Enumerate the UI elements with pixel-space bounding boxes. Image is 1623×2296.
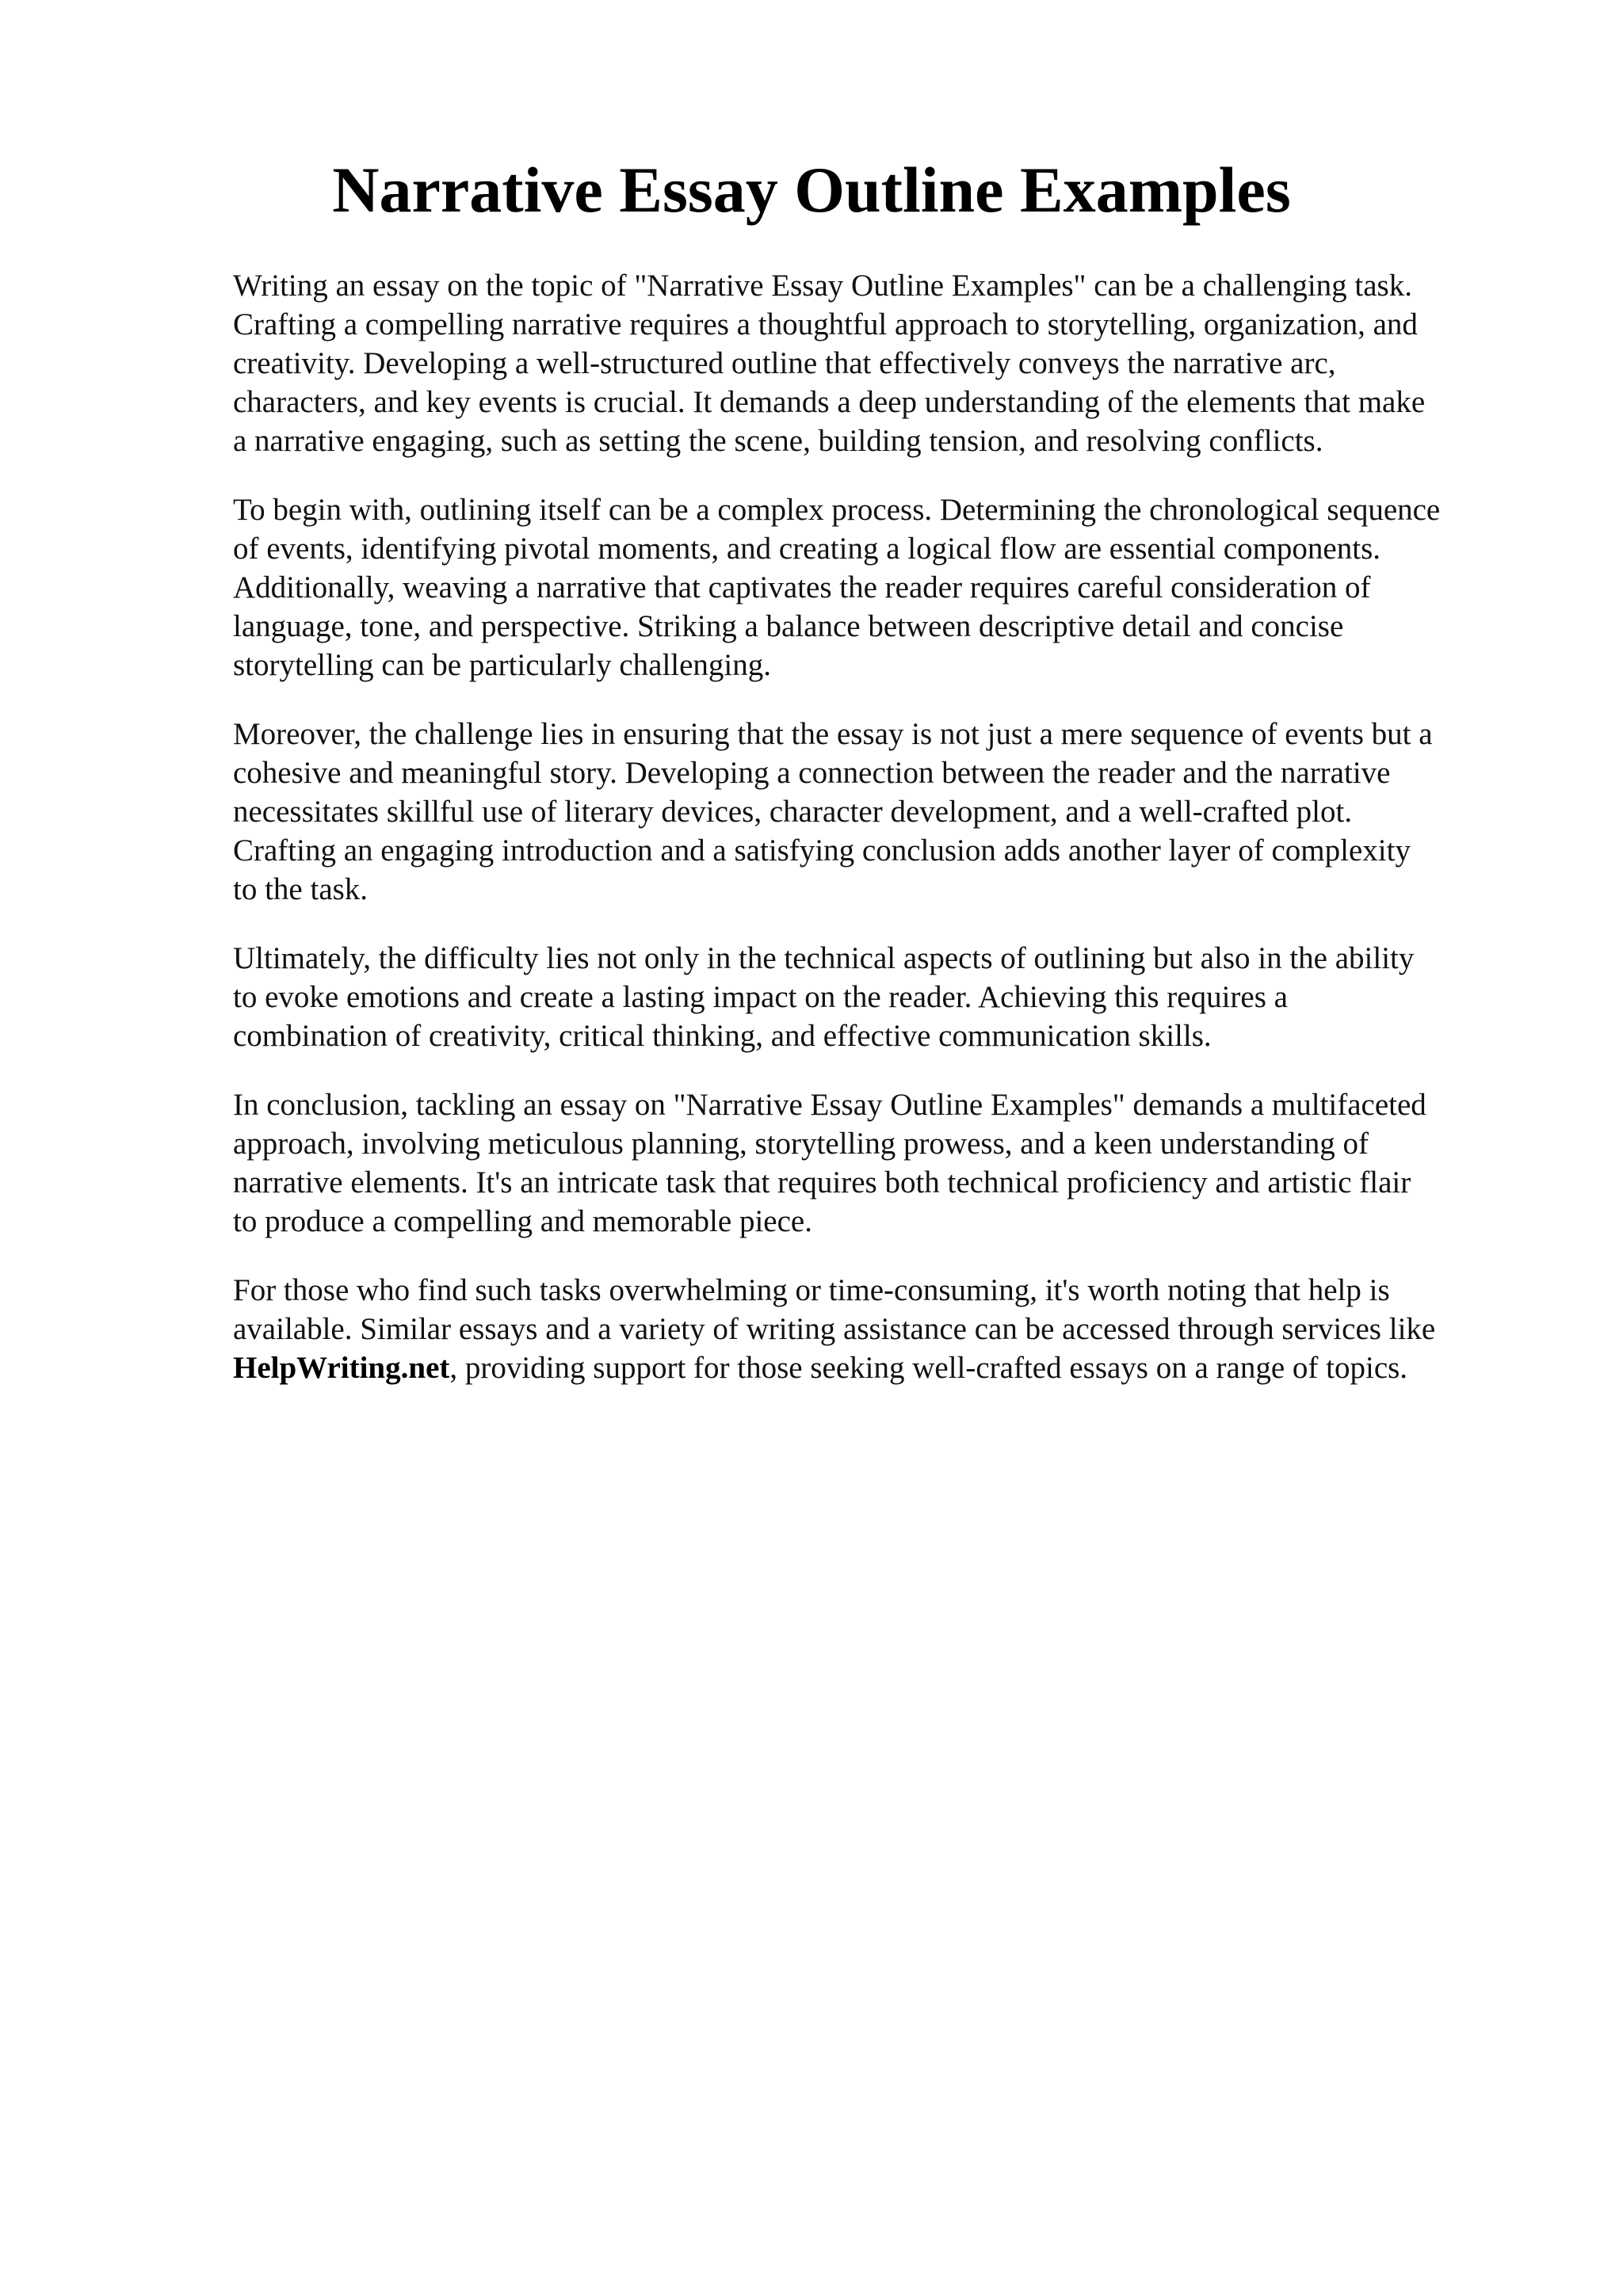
text-line: Writing an essay on the topic of "Narrative Essay Outline Examples" can be a challenging task. [233, 269, 1412, 303]
text-line: Additionally, weaving a narrative that captivates the reader requires careful consideration of [233, 570, 1371, 605]
text-line: storytelling can be particularly challenging. [233, 648, 772, 682]
text-line: necessitates skillful use of literary devices, character development, and a well-crafted plot. [233, 795, 1353, 829]
text-line: , providing support for those seeking well-crafted essays on a range of topics. [449, 1351, 1408, 1385]
text-line: characters, and key events is crucial. It demands a deep understanding of the elements that make [233, 385, 1426, 419]
text-line: narrative elements. It's an intricate task that requires both technical proficiency and artistic flair [233, 1165, 1411, 1199]
text-line: Ultimately, the difficulty lies not only in the technical aspects of outlining but also in the ability [233, 941, 1415, 975]
paragraph-conclusion [233, 1085, 1533, 1241]
text-line: To begin with, outlining itself can be a complex process. Determining the chronological sequence [233, 493, 1441, 527]
text-line: Crafting an engaging introduction and a satisfying conclusion adds another layer of complexity [233, 833, 1411, 868]
text-line: to evoke emotions and create a lasting impact on the reader. Achieving this requires a [233, 980, 1288, 1014]
text-line: For those who find such tasks overwhelming or time-consuming, it's worth noting that help is [233, 1273, 1390, 1307]
paragraph-difficulty [233, 939, 1533, 1055]
text-line: to produce a compelling and memorable piece. [233, 1204, 812, 1238]
text-line: approach, involving meticulous planning, storytelling prowess, and a keen understanding of [233, 1127, 1369, 1161]
text-line: creativity. Developing a well-structured outline that effectively conveys the narrative arc, [233, 346, 1336, 380]
document-body [233, 266, 1533, 1417]
text-line: a narrative engaging, such as setting the scene, building tension, and resolving conflicts. [233, 424, 1323, 458]
paragraph-outlining [233, 490, 1533, 685]
text-line: available. Similar essays and a variety of writing assistance can be accessed through services like [233, 1312, 1436, 1346]
text-line: cohesive and meaningful story. Developing a connection between the reader and the narrative [233, 756, 1391, 790]
text-line: of events, identifying pivotal moments, and creating a logical flow are essential components. [233, 532, 1381, 566]
text-line: Moreover, the challenge lies in ensuring that the essay is not just a mere sequence of events but a [233, 717, 1433, 751]
text-line: language, tone, and perspective. Striking a balance between descriptive detail and concise [233, 609, 1344, 643]
text-line: combination of creativity, critical thinking, and effective communication skills. [233, 1019, 1212, 1053]
paragraph-intro [233, 266, 1533, 460]
paragraph-challenge [233, 715, 1533, 909]
page-title: Narrative Essay Outline Examples [332, 154, 1291, 226]
text-line: Crafting a compelling narrative requires a thoughtful approach to storytelling, organization, and [233, 307, 1418, 341]
text-line: to the task. [233, 872, 369, 906]
brand-link[interactable]: HelpWriting.net [233, 1351, 450, 1385]
text-line: In conclusion, tackling an essay on "Narrative Essay Outline Examples" demands a multifaceted [233, 1088, 1426, 1122]
paragraph-help [233, 1271, 1533, 1387]
